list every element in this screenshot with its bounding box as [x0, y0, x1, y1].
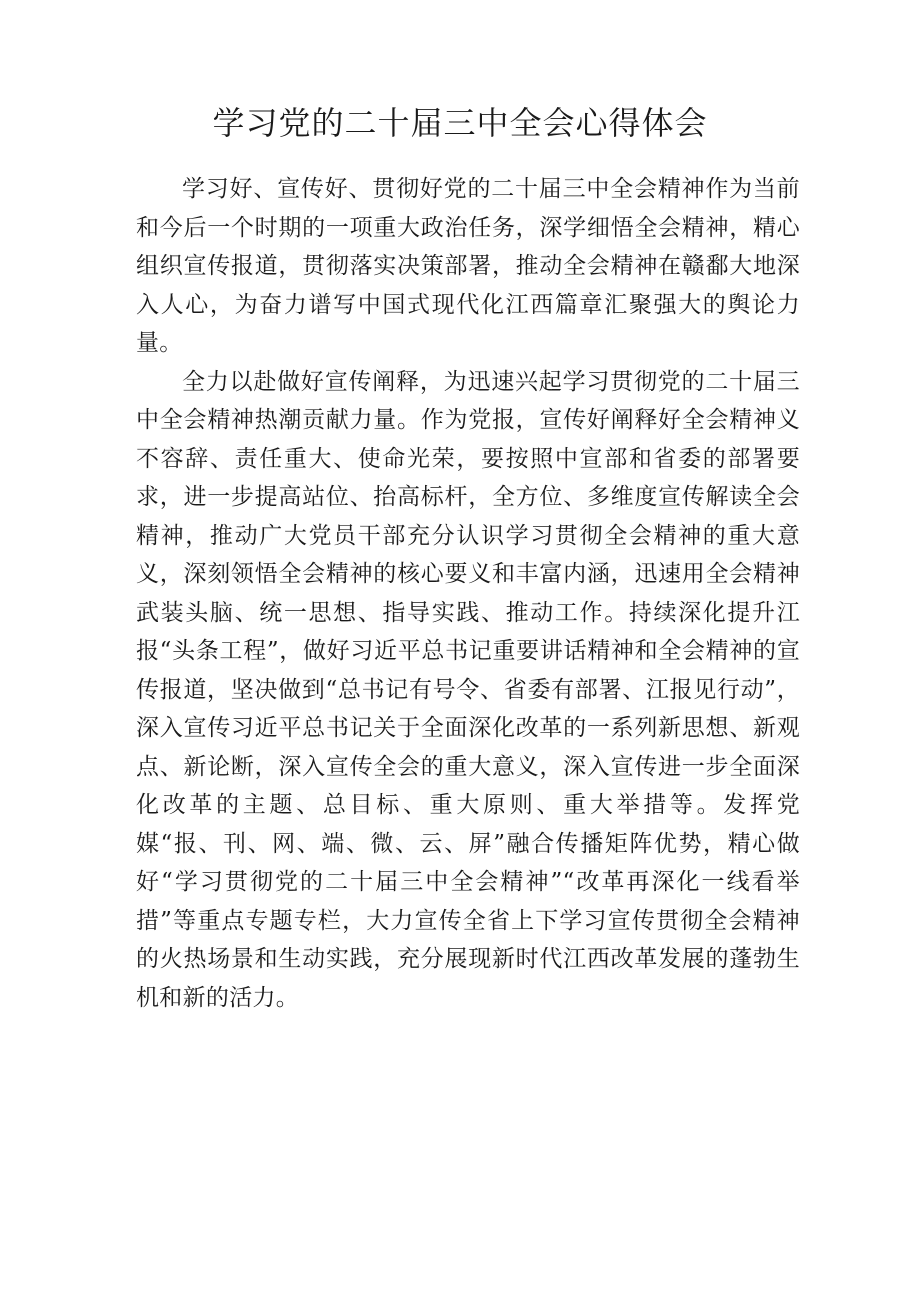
document-title: 学习党的二十届三中全会心得体会: [212, 104, 708, 142]
paragraph-1: 学习好、宣传好、贯彻好党的二十届三中全会精神作为当前和今后一个时期的一项重大政治任务，深学细悟全会精神，精心组织宣传报道，贯彻落实决策部署，推动全会精神在赣鄱大地深入人心，为奋力谱写中国式现代化江西篇章汇聚强大的舆论力量。: [136, 176, 800, 356]
document-body: [136, 170, 800, 1017]
paragraph-2: 全力以赴做好宣传阐释，为迅速兴起学习贯彻党的二十届三中全会精神热潮贡献力量。作为党报，宣传好阐释好全会精神义不容辞、责任重大、使命光荣，要按照中宣部和省委的部署要求，进一步提高站位、抬高标杆，全方位、多维度宣传解读全会精神，推动广大党员干部充分认识学习贯彻全会精神的重大意义，深刻领悟全会精神的核心要义和丰富内涵，迅速用全会精神武装头脑、统一思想、指导实践、推动工作。持续深化提升江报“头条工程”，做好习近平总书记重要讲话精神和全会精神的宣传报道，坚决做到“总书记有号令、省委有部署、江报见行动”，深入宣传习近平总书记关于全面深化改革的一系列新思想、新观点、新论断，深入宣传全会的重大意义，深入宣传进一步全面深化改革的主题、总目标、重大原则、重大举措等。发挥党媒“报、刊、网、端、微、云、屏”融合传播矩阵优势，精心做好“学习贯彻党的二十届三中全会精神”“改革再深化一线看举措”等重点专题专栏，大力宣传全省上下学习宣传贯彻全会精神的火热场景和生动实践，充分展现新时代江西改革发展的蓬勃生机和新的活力。: [136, 368, 800, 1011]
